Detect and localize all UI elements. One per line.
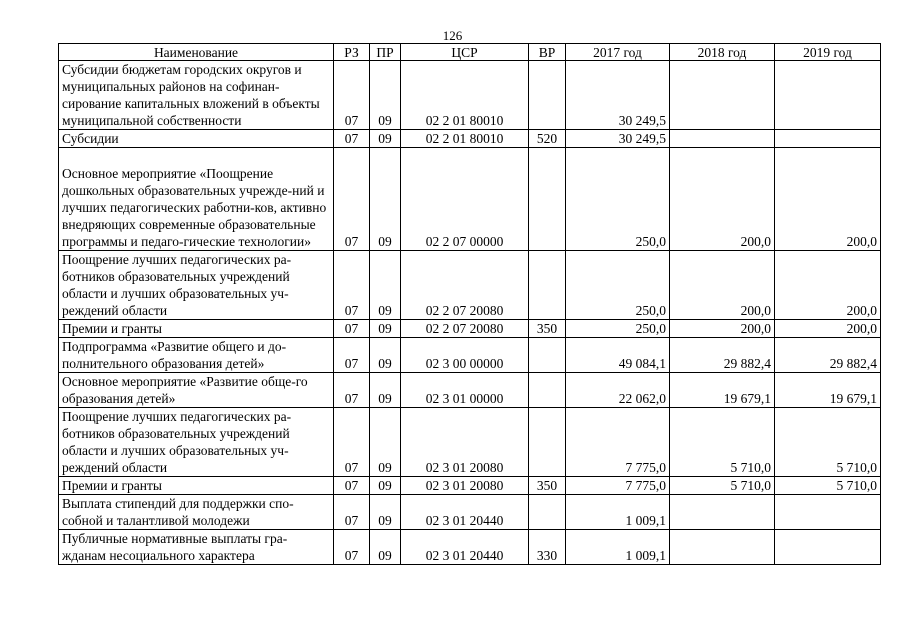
- row-2017: 30 249,5: [566, 130, 670, 148]
- header-csr: ЦСР: [401, 44, 529, 61]
- table-row: [59, 320, 881, 338]
- table-row: [59, 130, 881, 148]
- row-csr: 02 3 00 00000: [401, 338, 529, 373]
- row-2017: 1 009,1: [566, 495, 670, 530]
- row-pr: 09: [370, 148, 401, 251]
- row-rz: 07: [334, 477, 370, 495]
- header-2018: 2018 год: [670, 44, 775, 61]
- row-pr: 09: [370, 338, 401, 373]
- header-2017: 2017 год: [566, 44, 670, 61]
- row-2017: 49 084,1: [566, 338, 670, 373]
- row-rz: 07: [334, 338, 370, 373]
- row-csr: 02 3 01 00000: [401, 373, 529, 408]
- row-pr: 09: [370, 477, 401, 495]
- row-2018: 29 882,4: [670, 338, 775, 373]
- row-pr: 09: [370, 373, 401, 408]
- row-vr: [529, 251, 566, 320]
- row-2018: 5 710,0: [670, 477, 775, 495]
- row-rz: 07: [334, 495, 370, 530]
- row-name: Выплата стипендий для поддержки спо-собной и талантливой молодежи: [59, 495, 334, 530]
- row-2018: [670, 495, 775, 530]
- table-row: [59, 408, 881, 477]
- row-csr: 02 2 07 00000: [401, 148, 529, 251]
- table-row: [59, 148, 881, 251]
- row-csr: 02 3 01 20080: [401, 477, 529, 495]
- row-vr: [529, 373, 566, 408]
- row-rz: 07: [334, 130, 370, 148]
- row-2018: [670, 530, 775, 565]
- row-pr: 09: [370, 130, 401, 148]
- row-csr: 02 2 01 80010: [401, 130, 529, 148]
- row-name: Основное мероприятие «Поощрение дошкольных образовательных учрежде-ний и лучших педагогических работни-ков, активно внедряющих современные образовательные программы и педаго-гические технологии»: [59, 148, 334, 251]
- table-row: [59, 61, 881, 130]
- row-csr: 02 3 01 20080: [401, 408, 529, 477]
- row-name: Публичные нормативные выплаты гра-жданам несоциального характера: [59, 530, 334, 565]
- row-2019: 200,0: [775, 251, 881, 320]
- row-pr: 09: [370, 61, 401, 130]
- row-vr: 520: [529, 130, 566, 148]
- row-vr: [529, 338, 566, 373]
- table-row: [59, 477, 881, 495]
- row-vr: [529, 61, 566, 130]
- row-vr: [529, 148, 566, 251]
- row-rz: 07: [334, 408, 370, 477]
- row-vr: 330: [529, 530, 566, 565]
- row-2017: 30 249,5: [566, 61, 670, 130]
- row-csr: 02 3 01 20440: [401, 530, 529, 565]
- row-name: Поощрение лучших педагогических ра-ботников образовательных учреждений области и лучших образовательных уч-реждений области: [59, 251, 334, 320]
- row-2019: 200,0: [775, 148, 881, 251]
- row-2019: 5 710,0: [775, 408, 881, 477]
- row-rz: 07: [334, 251, 370, 320]
- row-2019: 5 710,0: [775, 477, 881, 495]
- header-name: Наименование: [59, 44, 334, 61]
- table-row: [59, 338, 881, 373]
- table-row: [59, 530, 881, 565]
- row-name: Основное мероприятие «Развитие обще-го образования детей»: [59, 373, 334, 408]
- row-2017: 250,0: [566, 251, 670, 320]
- row-name: Премии и гранты: [59, 320, 334, 338]
- row-2018: 19 679,1: [670, 373, 775, 408]
- row-2019: 19 679,1: [775, 373, 881, 408]
- row-csr: 02 2 01 80010: [401, 61, 529, 130]
- row-2017: 250,0: [566, 320, 670, 338]
- table-row: [59, 251, 881, 320]
- row-2019: [775, 530, 881, 565]
- row-2017: 7 775,0: [566, 477, 670, 495]
- row-csr: 02 2 07 20080: [401, 320, 529, 338]
- row-vr: 350: [529, 477, 566, 495]
- row-2018: [670, 61, 775, 130]
- row-pr: 09: [370, 251, 401, 320]
- page-number: 126: [442, 28, 463, 43]
- row-rz: 07: [334, 373, 370, 408]
- table-header-row: [59, 44, 881, 61]
- row-rz: 07: [334, 530, 370, 565]
- budget-table: [58, 43, 881, 565]
- header-rz: РЗ: [334, 44, 370, 61]
- row-name: Поощрение лучших педагогических ра-ботников образовательных учреждений области и лучших образовательных уч-реждений области: [59, 408, 334, 477]
- row-vr: [529, 408, 566, 477]
- row-name: Премии и гранты: [59, 477, 334, 495]
- header-pr: ПР: [370, 44, 401, 61]
- row-2019: [775, 61, 881, 130]
- row-pr: 09: [370, 320, 401, 338]
- row-2018: 200,0: [670, 148, 775, 251]
- header-vr: ВР: [529, 44, 566, 61]
- row-2018: 200,0: [670, 251, 775, 320]
- row-rz: 07: [334, 148, 370, 251]
- row-pr: 09: [370, 408, 401, 477]
- row-rz: 07: [334, 61, 370, 130]
- row-2018: 200,0: [670, 320, 775, 338]
- row-2019: 29 882,4: [775, 338, 881, 373]
- row-2017: 22 062,0: [566, 373, 670, 408]
- row-name: Субсидии бюджетам городских округов и муниципальных районов на софинан-сирование капитальных вложений в объекты муниципальной собственности: [59, 61, 334, 130]
- row-2019: [775, 495, 881, 530]
- row-pr: 09: [370, 495, 401, 530]
- row-name: Подпрограмма «Развитие общего и до-полнительного образования детей»: [59, 338, 334, 373]
- row-2018: [670, 130, 775, 148]
- row-2019: [775, 130, 881, 148]
- row-pr: 09: [370, 530, 401, 565]
- row-vr: [529, 495, 566, 530]
- row-2019: 200,0: [775, 320, 881, 338]
- header-2019: 2019 год: [775, 44, 881, 61]
- row-name: Субсидии: [59, 130, 334, 148]
- row-2017: 1 009,1: [566, 530, 670, 565]
- row-vr: 350: [529, 320, 566, 338]
- row-2017: 7 775,0: [566, 408, 670, 477]
- table-row: [59, 495, 881, 530]
- table-row: [59, 373, 881, 408]
- row-2017: 250,0: [566, 148, 670, 251]
- row-csr: 02 2 07 20080: [401, 251, 529, 320]
- row-rz: 07: [334, 320, 370, 338]
- row-2018: 5 710,0: [670, 408, 775, 477]
- row-csr: 02 3 01 20440: [401, 495, 529, 530]
